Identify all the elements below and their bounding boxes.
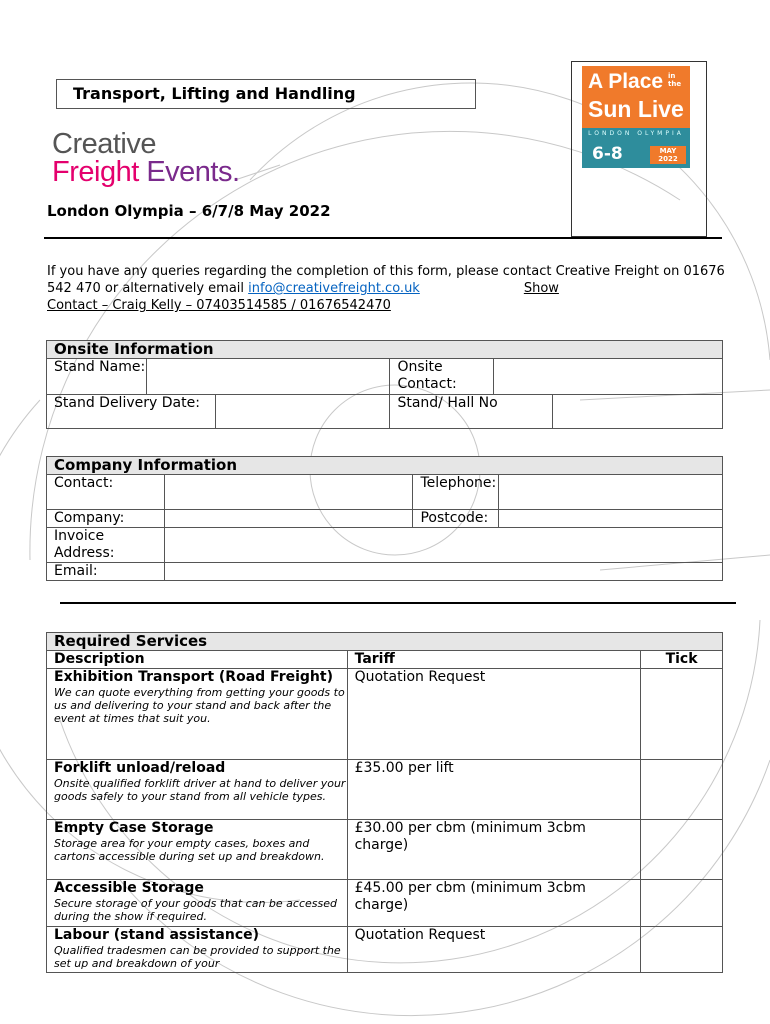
company-logo: [52, 130, 240, 186]
promo-location: LONDON OLYMPIA: [588, 130, 684, 137]
queries-paragraph: [47, 263, 737, 314]
services-heading: Required Services: [47, 633, 723, 651]
promo-year: 2022: [658, 155, 678, 163]
promo-title-main: A Place: [588, 70, 664, 93]
service-tariff: Quotation Request: [347, 927, 641, 973]
email-link[interactable]: info@creativefreight.co.uk: [248, 281, 420, 296]
service-tick-box[interactable]: [641, 927, 723, 973]
service-desc: We can quote everything from getting your goods to us and delivering to your stand and back after the event at times that suit you.: [54, 686, 345, 725]
delivery-date-label: Stand Delivery Date:: [47, 395, 216, 429]
email-label: Email:: [47, 563, 165, 581]
promo-title-small: in the: [668, 72, 682, 88]
service-tick-box[interactable]: [641, 820, 723, 880]
venue-heading: London Olympia – 6/7/8 May 2022: [47, 202, 331, 220]
service-tariff: £30.00 per cbm (minimum 3cbm charge): [347, 820, 641, 880]
col-tick: Tick: [641, 651, 723, 669]
service-title: Accessible Storage: [54, 880, 204, 896]
contact-field[interactable]: [164, 475, 413, 510]
promo-month: MAY: [659, 147, 677, 155]
service-tariff: £35.00 per lift: [347, 760, 641, 820]
onsite-heading: Onsite Information: [47, 341, 723, 359]
invoice-label: Invoice Address:: [47, 528, 165, 563]
show-link[interactable]: Show: [523, 281, 559, 296]
postcode-field[interactable]: [499, 510, 723, 528]
service-tick-box[interactable]: [641, 760, 723, 820]
onsite-info-table: [46, 340, 723, 429]
service-desc: Storage area for your empty cases, boxes and cartons accessible during set up and breakdown.: [54, 837, 325, 863]
service-description: [47, 669, 348, 760]
logo-line-2: [52, 158, 240, 186]
logo-word-freight: Freight: [52, 156, 139, 188]
divider-line: [44, 237, 722, 239]
company-heading: Company Information: [47, 457, 723, 475]
service-desc: Onsite qualified forklift driver at hand to deliver your goods safely to your stand from all vehicle types.: [54, 777, 346, 803]
service-row: [47, 760, 723, 820]
service-description: [47, 927, 348, 973]
service-row: [47, 820, 723, 880]
service-tariff: £45.00 per cbm (minimum 3cbm charge): [347, 880, 641, 927]
contact-label: Contact:: [47, 475, 165, 510]
invoice-field[interactable]: [164, 528, 722, 563]
company-label: Company:: [47, 510, 165, 528]
service-description: [47, 760, 348, 820]
event-promo-logo: [582, 66, 690, 168]
onsite-contact-field[interactable]: [494, 359, 723, 395]
service-tick-box[interactable]: [641, 880, 723, 927]
service-tariff: Quotation Request: [347, 669, 641, 760]
service-tick-box[interactable]: [641, 669, 723, 760]
promo-dates: 6-8: [592, 144, 623, 164]
queries-text: If you have any queries regarding the completion of this form, please contact Creative Freight on 01676 542 470 or alternatively email: [47, 264, 725, 296]
promo-month-badge: [650, 146, 686, 164]
service-title: Exhibition Transport (Road Freight): [54, 669, 333, 685]
contact-line: Contact – Craig Kelly – 07403514585 / 01676542470: [47, 298, 391, 313]
service-title: Empty Case Storage: [54, 820, 214, 836]
company-field[interactable]: [164, 510, 413, 528]
stand-name-field[interactable]: [146, 359, 390, 395]
service-title: Forklift unload/reload: [54, 760, 226, 776]
service-title: Labour (stand assistance): [54, 927, 260, 943]
col-description: Description: [47, 651, 348, 669]
section-title-box: [56, 79, 476, 109]
service-row: [47, 669, 723, 760]
services-table: [46, 632, 723, 973]
col-tariff: Tariff: [347, 651, 641, 669]
stand-hall-label: Stand/ Hall No: [390, 395, 553, 429]
onsite-contact-label: Onsite Contact:: [390, 359, 494, 395]
postcode-label: Postcode:: [413, 510, 499, 528]
stand-name-label: Stand Name:: [47, 359, 147, 395]
delivery-date-field[interactable]: [215, 395, 390, 429]
logo-word-events: Events.: [146, 156, 240, 188]
service-row: [47, 927, 723, 973]
service-row: [47, 880, 723, 927]
promo-title-line2: Sun Live: [588, 96, 684, 122]
logo-line-1: Creative: [52, 128, 156, 160]
stand-hall-field[interactable]: [553, 395, 723, 429]
telephone-field[interactable]: [499, 475, 723, 510]
service-desc: Secure storage of your goods that can be accessed during the show if required.: [54, 897, 337, 923]
service-description: [47, 820, 348, 880]
email-field[interactable]: [164, 563, 722, 581]
service-desc: Qualified tradesmen can be provided to support the set up and breakdown of your: [54, 944, 341, 970]
telephone-label: Telephone:: [413, 475, 499, 510]
divider-line-2: [60, 602, 736, 604]
service-description: [47, 880, 348, 927]
section-title: Transport, Lifting and Handling: [73, 84, 356, 103]
company-info-table: [46, 456, 723, 581]
